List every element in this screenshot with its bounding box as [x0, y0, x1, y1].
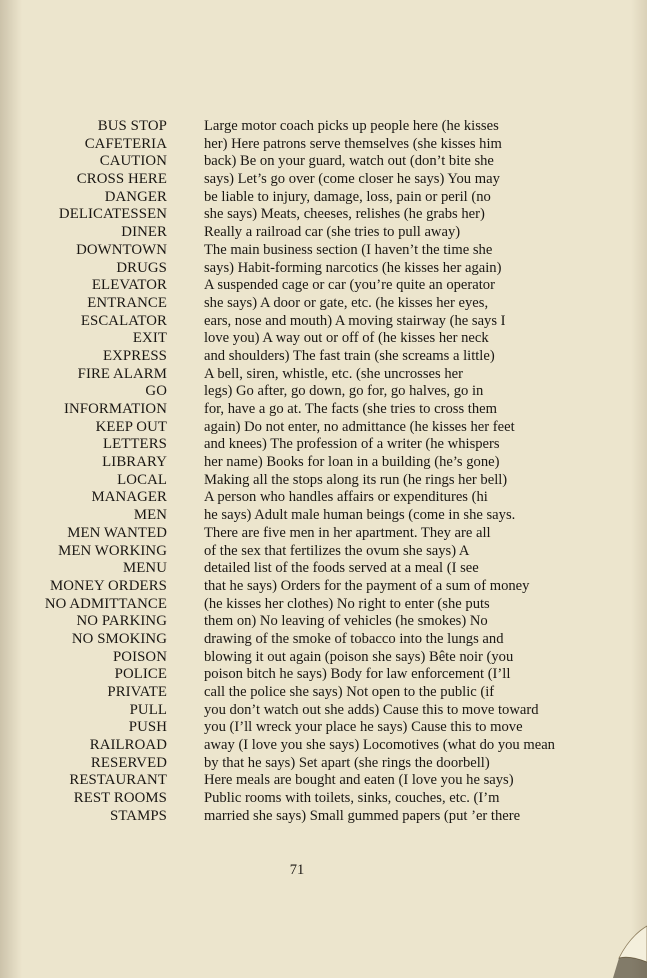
sign-word: NO SMOKING — [71, 630, 167, 647]
poem-line: you (I’ll wreck your place he says) Cause this to move — [204, 719, 523, 736]
poem-line: and shoulders) The fast train (she screams a little) — [204, 347, 495, 364]
poem-line: he says) Adult male human beings (come in she says. — [204, 507, 516, 524]
poem-line: Really a railroad car (she tries to pull away) — [204, 224, 461, 241]
poem-line: A suspended cage or car (you’re quite an operator — [204, 277, 495, 294]
poem-line: Making all the stops along its run (he rings her bell) — [204, 471, 508, 488]
poem-line: blowing it out again (poison she says) Bête noir (you — [204, 648, 514, 665]
sign-word: MANAGER — [91, 489, 167, 506]
sign-word: INFORMATION — [63, 401, 167, 417]
sign-word: DOWNTOWN — [76, 241, 167, 258]
sign-word: KEEP OUT — [95, 418, 167, 435]
sign-word: GO — [145, 383, 167, 400]
sign-word: POISON — [112, 648, 167, 665]
sign-word: POLICE — [114, 666, 167, 683]
sign-word: NO ADMITTANCE — [44, 595, 167, 612]
poem-line: she says) Meats, cheeses, relishes (he grabs her) — [204, 206, 485, 223]
sign-word: PULL — [129, 701, 167, 718]
poem-line: them on) No leaving of vehicles (he smokes) No — [204, 613, 488, 630]
sign-word: REST ROOMS — [73, 790, 167, 807]
poem-line: says) Habit-forming narcotics (he kisses her again) — [204, 259, 502, 276]
sign-word: CAFETERIA — [84, 135, 167, 152]
poem-line: for, have a go at. The facts (she tries to cross them — [204, 401, 497, 417]
sign-word: DRUGS — [116, 259, 167, 276]
poem-line: love you) A way out or off of (he kisses her neck — [204, 330, 489, 347]
sign-word: PRIVATE — [107, 684, 167, 700]
sign-word: LOCAL — [117, 471, 167, 488]
poem-line: A person who handles affairs or expenditures (hi — [204, 489, 488, 506]
poem-line: by that he says) Set apart (she rings the doorbell) — [204, 754, 490, 771]
poem-text-column — [204, 118, 589, 826]
sign-word: MEN WORKING — [58, 542, 167, 559]
sign-word: ENTRANCE — [87, 294, 167, 311]
poem-line: drawing of the smoke of tobacco into the lungs and — [204, 630, 504, 647]
sign-word: MENU — [123, 560, 167, 577]
poem-line: detailed list of the foods served at a meal (I see — [204, 560, 479, 577]
sign-word: RAILROAD — [89, 737, 167, 754]
sign-word: DELICATESSEN — [58, 206, 167, 223]
poem-line: The main business section (I haven’t the time she — [204, 241, 493, 258]
sign-word: FIRE ALARM — [77, 365, 167, 382]
sign-words-column — [10, 118, 167, 826]
poem-line: poison bitch he says) Body for law enforcement (I’ll — [204, 666, 511, 683]
sign-word: EXIT — [132, 330, 167, 347]
poem-line: and knees) The profession of a writer (he whispers — [204, 436, 500, 453]
poem-line: you don’t watch out she adds) Cause this to move toward — [204, 701, 539, 718]
sign-word: CAUTION — [99, 153, 167, 170]
sign-word: DINER — [121, 224, 167, 241]
poem-line: There are five men in her apartment. They are all — [204, 524, 491, 541]
poem-line: says) Let’s go over (come closer he says) You may — [204, 171, 500, 188]
poem-line: away (I love you she says) Locomotives (what do you mean — [204, 737, 555, 754]
sign-word: MEN WANTED — [67, 524, 167, 541]
poem-line: (he kisses her clothes) No right to enter (she puts — [204, 595, 490, 612]
sign-word: PUSH — [128, 719, 167, 736]
poem-line: call the police she says) Not open to the public (if — [204, 684, 495, 700]
sign-word: MEN — [133, 507, 167, 524]
poem-line: of the sex that fertilizes the ovum she says) A — [204, 542, 470, 559]
sign-word: RESERVED — [90, 754, 167, 771]
poem-line: Large motor coach picks up people here (he kisses — [204, 118, 499, 134]
sign-word: ESCALATOR — [80, 312, 167, 329]
poem-line: Public rooms with toilets, sinks, couches, etc. (I’m — [204, 790, 500, 807]
poem-line: A bell, siren, whistle, etc. (she uncrosses her — [204, 365, 463, 382]
sign-word: BUS STOP — [97, 118, 167, 134]
poem-line: she says) A door or gate, etc. (he kisses her eyes, — [204, 294, 489, 311]
page-corner-curl — [607, 918, 647, 978]
page-number: 71 — [289, 862, 305, 878]
sign-word: LIBRARY — [102, 454, 167, 471]
poem-line: be liable to injury, damage, loss, pain or peril (no — [204, 188, 491, 205]
poem-line: her name) Books for loan in a building (he’s gone) — [204, 454, 500, 471]
sign-word: STAMPS — [110, 807, 167, 824]
poem-line: Here meals are bought and eaten (I love you he says) — [204, 772, 514, 789]
poem-line: ears, nose and mouth) A moving stairway (he says I — [204, 312, 506, 329]
sign-word: CROSS HERE — [76, 171, 167, 188]
sign-word: DANGER — [104, 188, 167, 205]
sign-word: MONEY ORDERS — [50, 577, 167, 594]
poem-line: that he says) Orders for the payment of a sum of money — [204, 577, 530, 594]
poem-line: married she says) Small gummed papers (put ’er there — [204, 807, 521, 824]
sign-word: RESTAURANT — [69, 772, 167, 789]
sign-word: NO PARKING — [76, 613, 167, 630]
sign-word: EXPRESS — [102, 347, 167, 364]
poem-line: her) Here patrons serve themselves (she kisses him — [204, 135, 502, 152]
poem-line: legs) Go after, go down, go for, go halves, go in — [204, 383, 484, 400]
poem-line: back) Be on your guard, watch out (don’t bite she — [204, 153, 494, 170]
sign-word: LETTERS — [103, 436, 167, 453]
sign-word: ELEVATOR — [91, 277, 167, 294]
poem-line: again) Do not enter, no admittance (he kisses her feet — [204, 418, 515, 435]
